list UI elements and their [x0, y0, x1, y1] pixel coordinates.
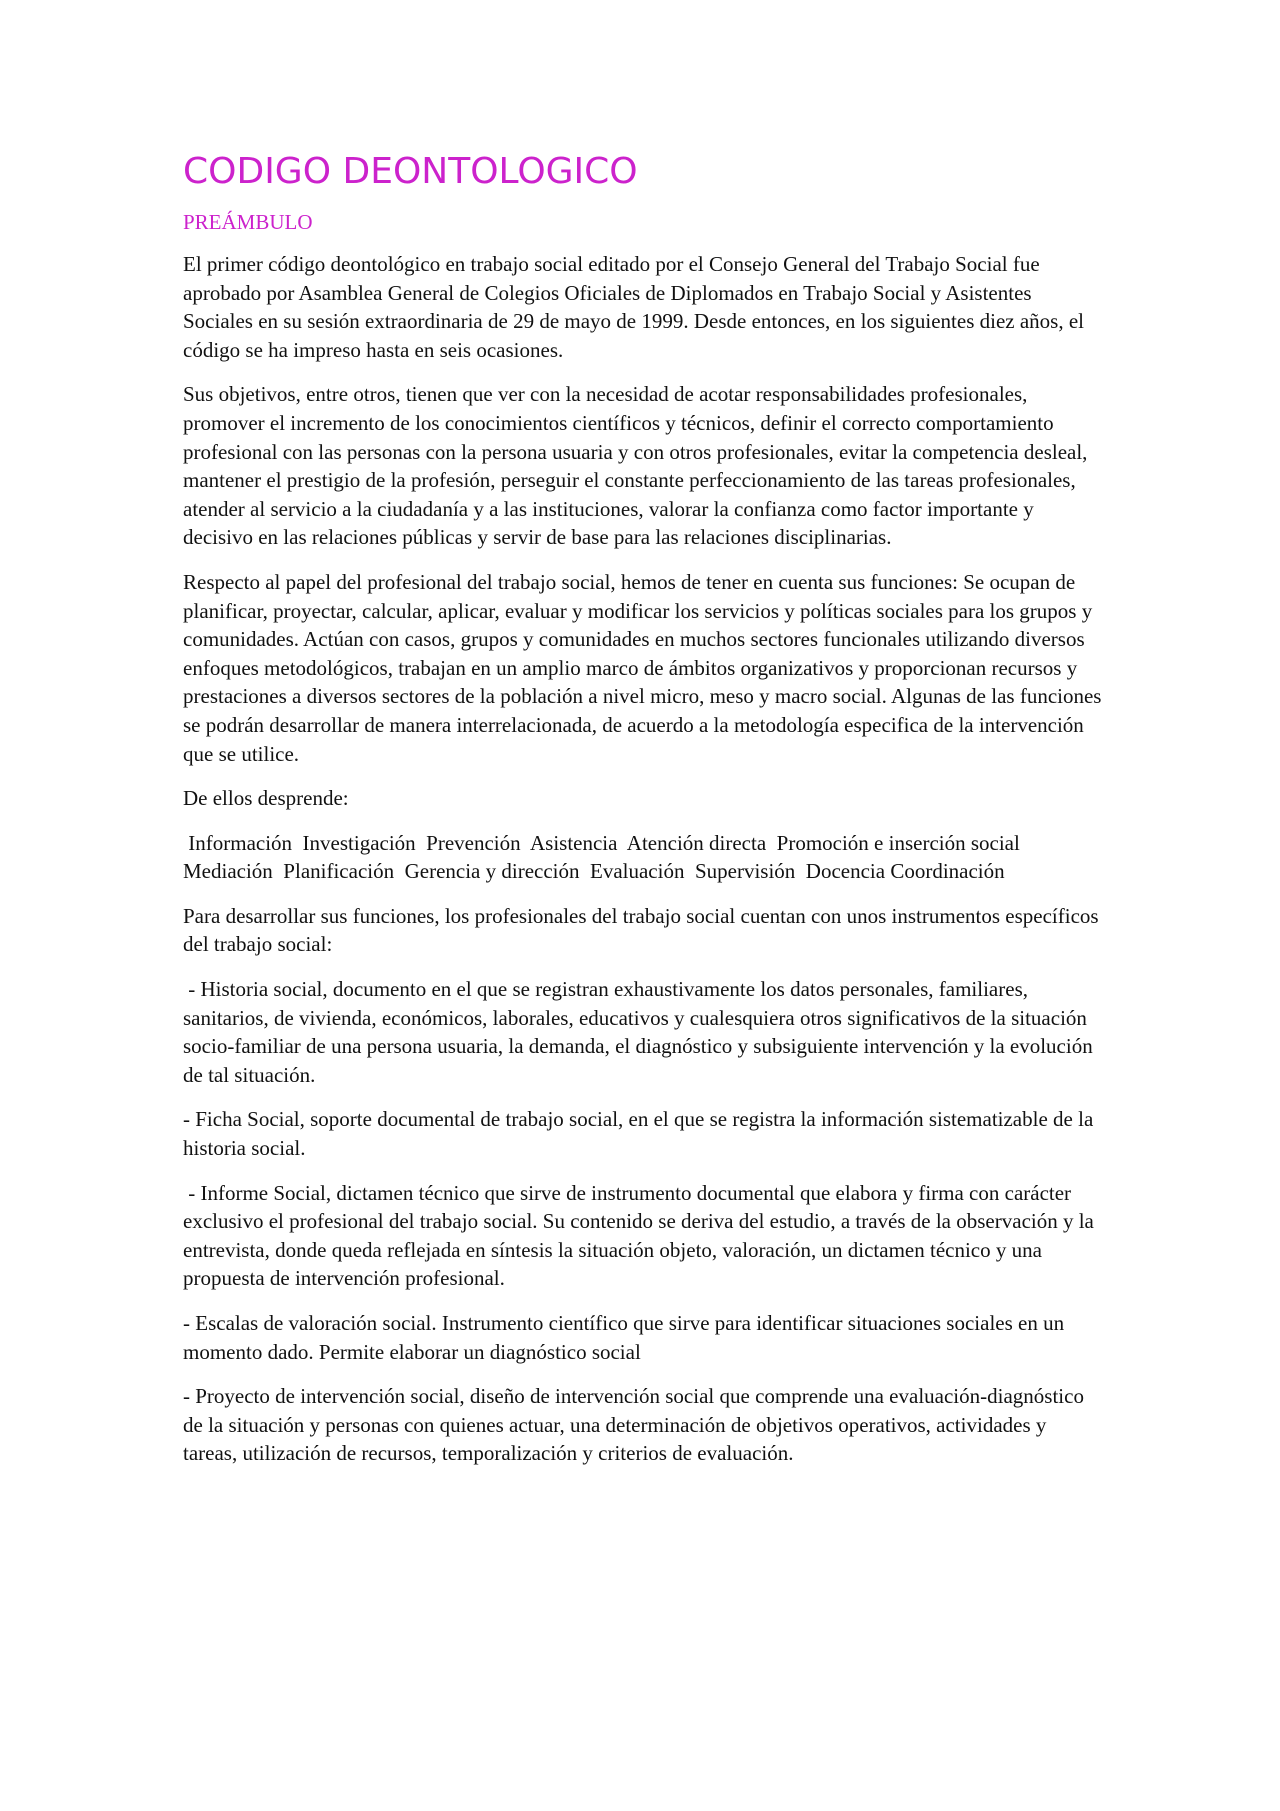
paragraph-escalas-valoracion: - Escalas de valoración social. Instrumento científico que sirve para identificar situaciones sociales en un momento dado. Permite elaborar un diagnóstico social: [183, 1311, 1065, 1364]
paragraph-objectives: Sus objetivos, entre otros, tienen que ver con la necesidad de acotar responsabilidades profesionales, promover el incremento de los conocimientos científicos y técnicos, definir el correcto comportamiento profesional con las personas con la persona usuaria y con otros profesionales, evitar la competencia desleal, mantener el prestigio de la profesión, perseguir el constante perfeccionamiento de las tareas profesionales, atender al servicio a la ciudadanía y a las instituciones, valorar la confianza como factor importante y decisivo en las relaciones públicas y servir de base para las relaciones disciplinarias.: [183, 382, 1088, 550]
section-heading-preambulo: PREÁMBULO: [183, 210, 313, 234]
document-title: CODIGO DEONTOLOGICO: [183, 151, 638, 192]
paragraph-ficha-social: - Ficha Social, soporte documental de trabajo social, en el que se registra la información sistematizable de la historia social.: [183, 1107, 1094, 1161]
paragraph-functions: Respecto al papel del profesional del trabajo social, hemos de tener en cuenta sus funciones: Se ocupan de planificar, proyectar, calcular, aplicar, evaluar y modificar los servicios y políticas sociales para los grupos y comunidades. Actúan con casos, grupos y comunidades en muchos sectores funcionales utilizando diversos enfoques metodológicos, trabajan en un amplio marco de ámbitos organizativos y proporcionan recursos y prestaciones a diversos sectores de la población a nivel micro, meso y macro social. Algunas de las funciones se podrán desarrollar de manera interrelacionada, de acuerdo a la metodología especifica de la intervención que se utilice.: [183, 569, 1102, 766]
paragraph-proyecto-intervencion: - Proyecto de intervención social, diseño de intervención social que comprende una evaluación-diagnóstico de la situación y personas con quienes actuar, una determinación de objetivos operativos, actividades y tareas, utilización de recursos, temporalización y criterios de evaluación.: [183, 1384, 1084, 1466]
paragraph-instruments-intro: Para desarrollar sus funciones, los profesionales del trabajo social cuentan con unos instrumentos específicos del trabajo social:: [183, 903, 1099, 957]
paragraph-historia-social: - Historia social, documento en el que se registran exhaustivamente los datos personales, familiares, sanitarios, de vivienda, económicos, laborales, educativos y cualesquiera otros significativos de la situación socio-familiar de una persona usuaria, la demanda, el diagnóstico y subsiguiente intervención y la evolución de tal situación.: [183, 977, 1098, 1087]
paragraph-history: El primer código deontológico en trabajo social editado por el Consejo General del Trabajo Social fue aprobado por Asamblea General de Colegios Oficiales de Diplomados en Trabajo Social y Asistentes Sociales en su sesión extraordinaria de 29 de mayo de 1999. Desde entonces, en los siguientes diez años, el código se ha impreso hasta en seis ocasiones.: [183, 252, 1085, 362]
paragraph-list-intro: De ellos desprende:: [183, 786, 349, 811]
paragraph-informe-social: - Informe Social, dictamen técnico que sirve de instrumento documental que elabora y firma con carácter exclusivo el profesional del trabajo social. Su contenido se deriva del estudio, a través de la observación y la entrevista, donde queda reflejada en síntesis la situación objeto, valoración, un dictamen técnico y una propuesta de intervención profesional.: [183, 1180, 1100, 1291]
document-page: [183, 150, 1103, 1484]
paragraph-functions-list: Información Investigación Prevención Asistencia Atención directa Promoción e inserción social Mediación Planificación Gerencia y dirección Evaluación Supervisión Docencia Coordinación: [183, 830, 1031, 884]
